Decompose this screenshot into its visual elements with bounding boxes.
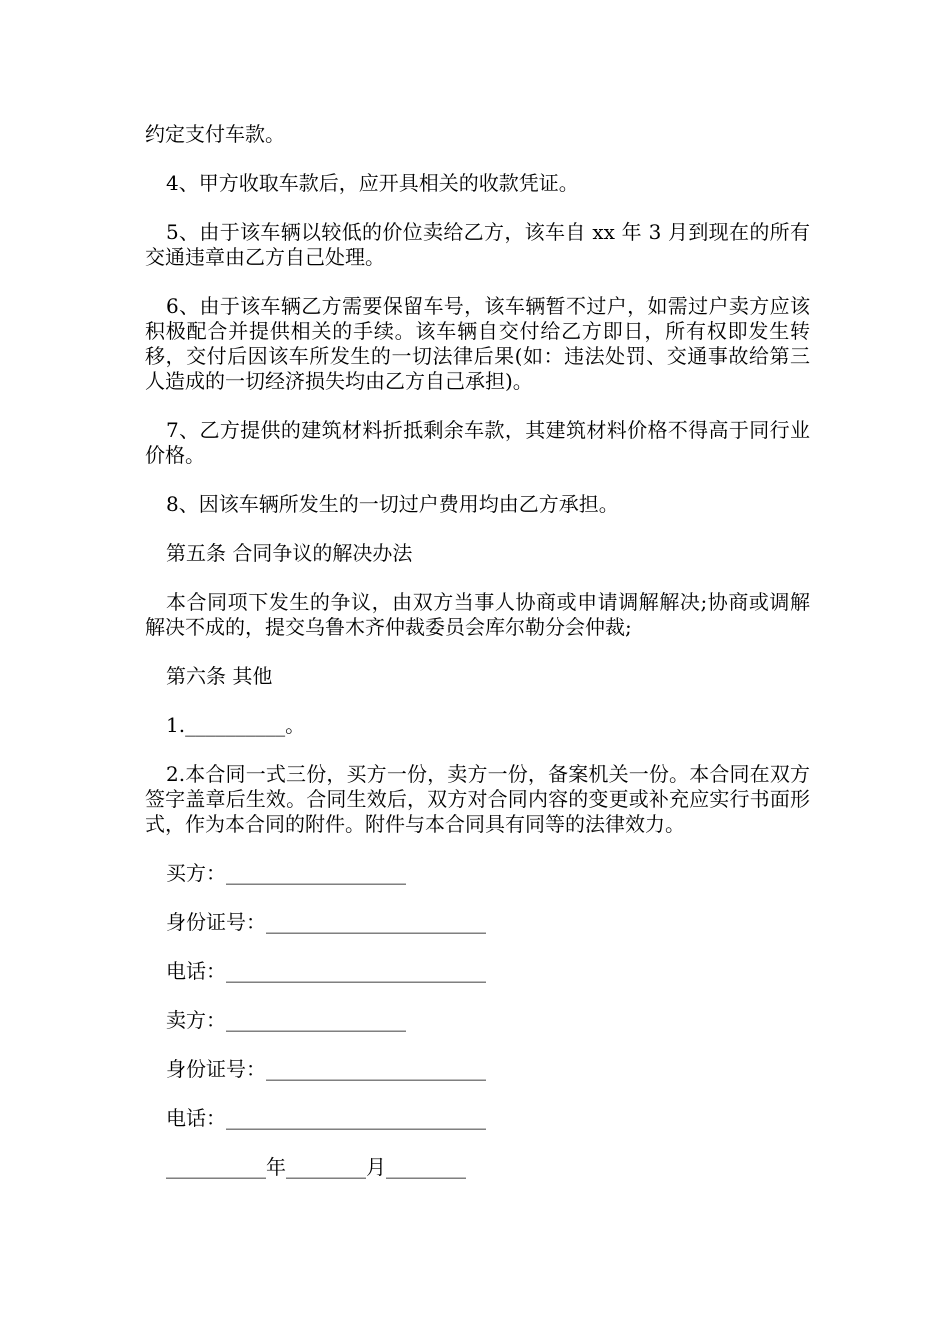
buyer-id-line: 身份证号：______________________ <box>166 910 486 934</box>
clause-6: 6、由于该车辆乙方需要保留车号，该车辆暂不过户，如需过户卖方应该积极配合并提供相关的手续。该车辆自交付给乙方即日，所有权即发生转移，交付后因该车所发生的一切法律后果(如：违法处罚、交通事故给第三人造成的一切经济损失均由乙方自己承担)。 <box>145 294 810 393</box>
clause-7: 7、乙方提供的建筑材料折抵剩余车款，其建筑材料价格不得高于同行业价格。 <box>145 418 810 467</box>
clause-8: 8、因该车辆所发生的一切过户费用均由乙方承担。 <box>166 492 619 516</box>
document-page <box>145 122 810 1204</box>
clause-4: 4、甲方收取车款后，应开具相关的收款凭证。 <box>166 171 579 195</box>
article-6-item-1: 1.__________。 <box>166 713 306 737</box>
date-line: __________年________月________ <box>166 1155 466 1179</box>
article-6-heading: 第六条 其他 <box>166 664 273 688</box>
buyer-signature-line: 买方：__________________ <box>166 861 406 885</box>
paragraph-payment-continuation: 约定支付车款。 <box>145 122 285 146</box>
seller-signature-line: 卖方：__________________ <box>166 1008 406 1032</box>
article-5-heading: 第五条 合同争议的解决办法 <box>166 541 413 565</box>
seller-id-line: 身份证号：______________________ <box>166 1057 486 1081</box>
clause-5: 5、由于该车辆以较低的价位卖给乙方，该车自 xx 年 3 月到现在的所有交通违章由乙方自己处理。 <box>145 220 810 269</box>
article-5-text: 本合同项下发生的争议，由双方当事人协商或申请调解解决;协商或调解解决不成的，提交乌鲁木齐仲裁委员会库尔勒分会仲裁; <box>145 590 810 639</box>
article-6-item-2: 2.本合同一式三份，买方一份，卖方一份，备案机关一份。本合同在双方签字盖章后生效。合同生效后，双方对合同内容的变更或补充应实行书面形式，作为本合同的附件。附件与本合同具有同等的法律效力。 <box>145 762 810 836</box>
seller-phone-line: 电话：__________________________ <box>166 1106 486 1130</box>
buyer-phone-line: 电话：__________________________ <box>166 959 486 983</box>
